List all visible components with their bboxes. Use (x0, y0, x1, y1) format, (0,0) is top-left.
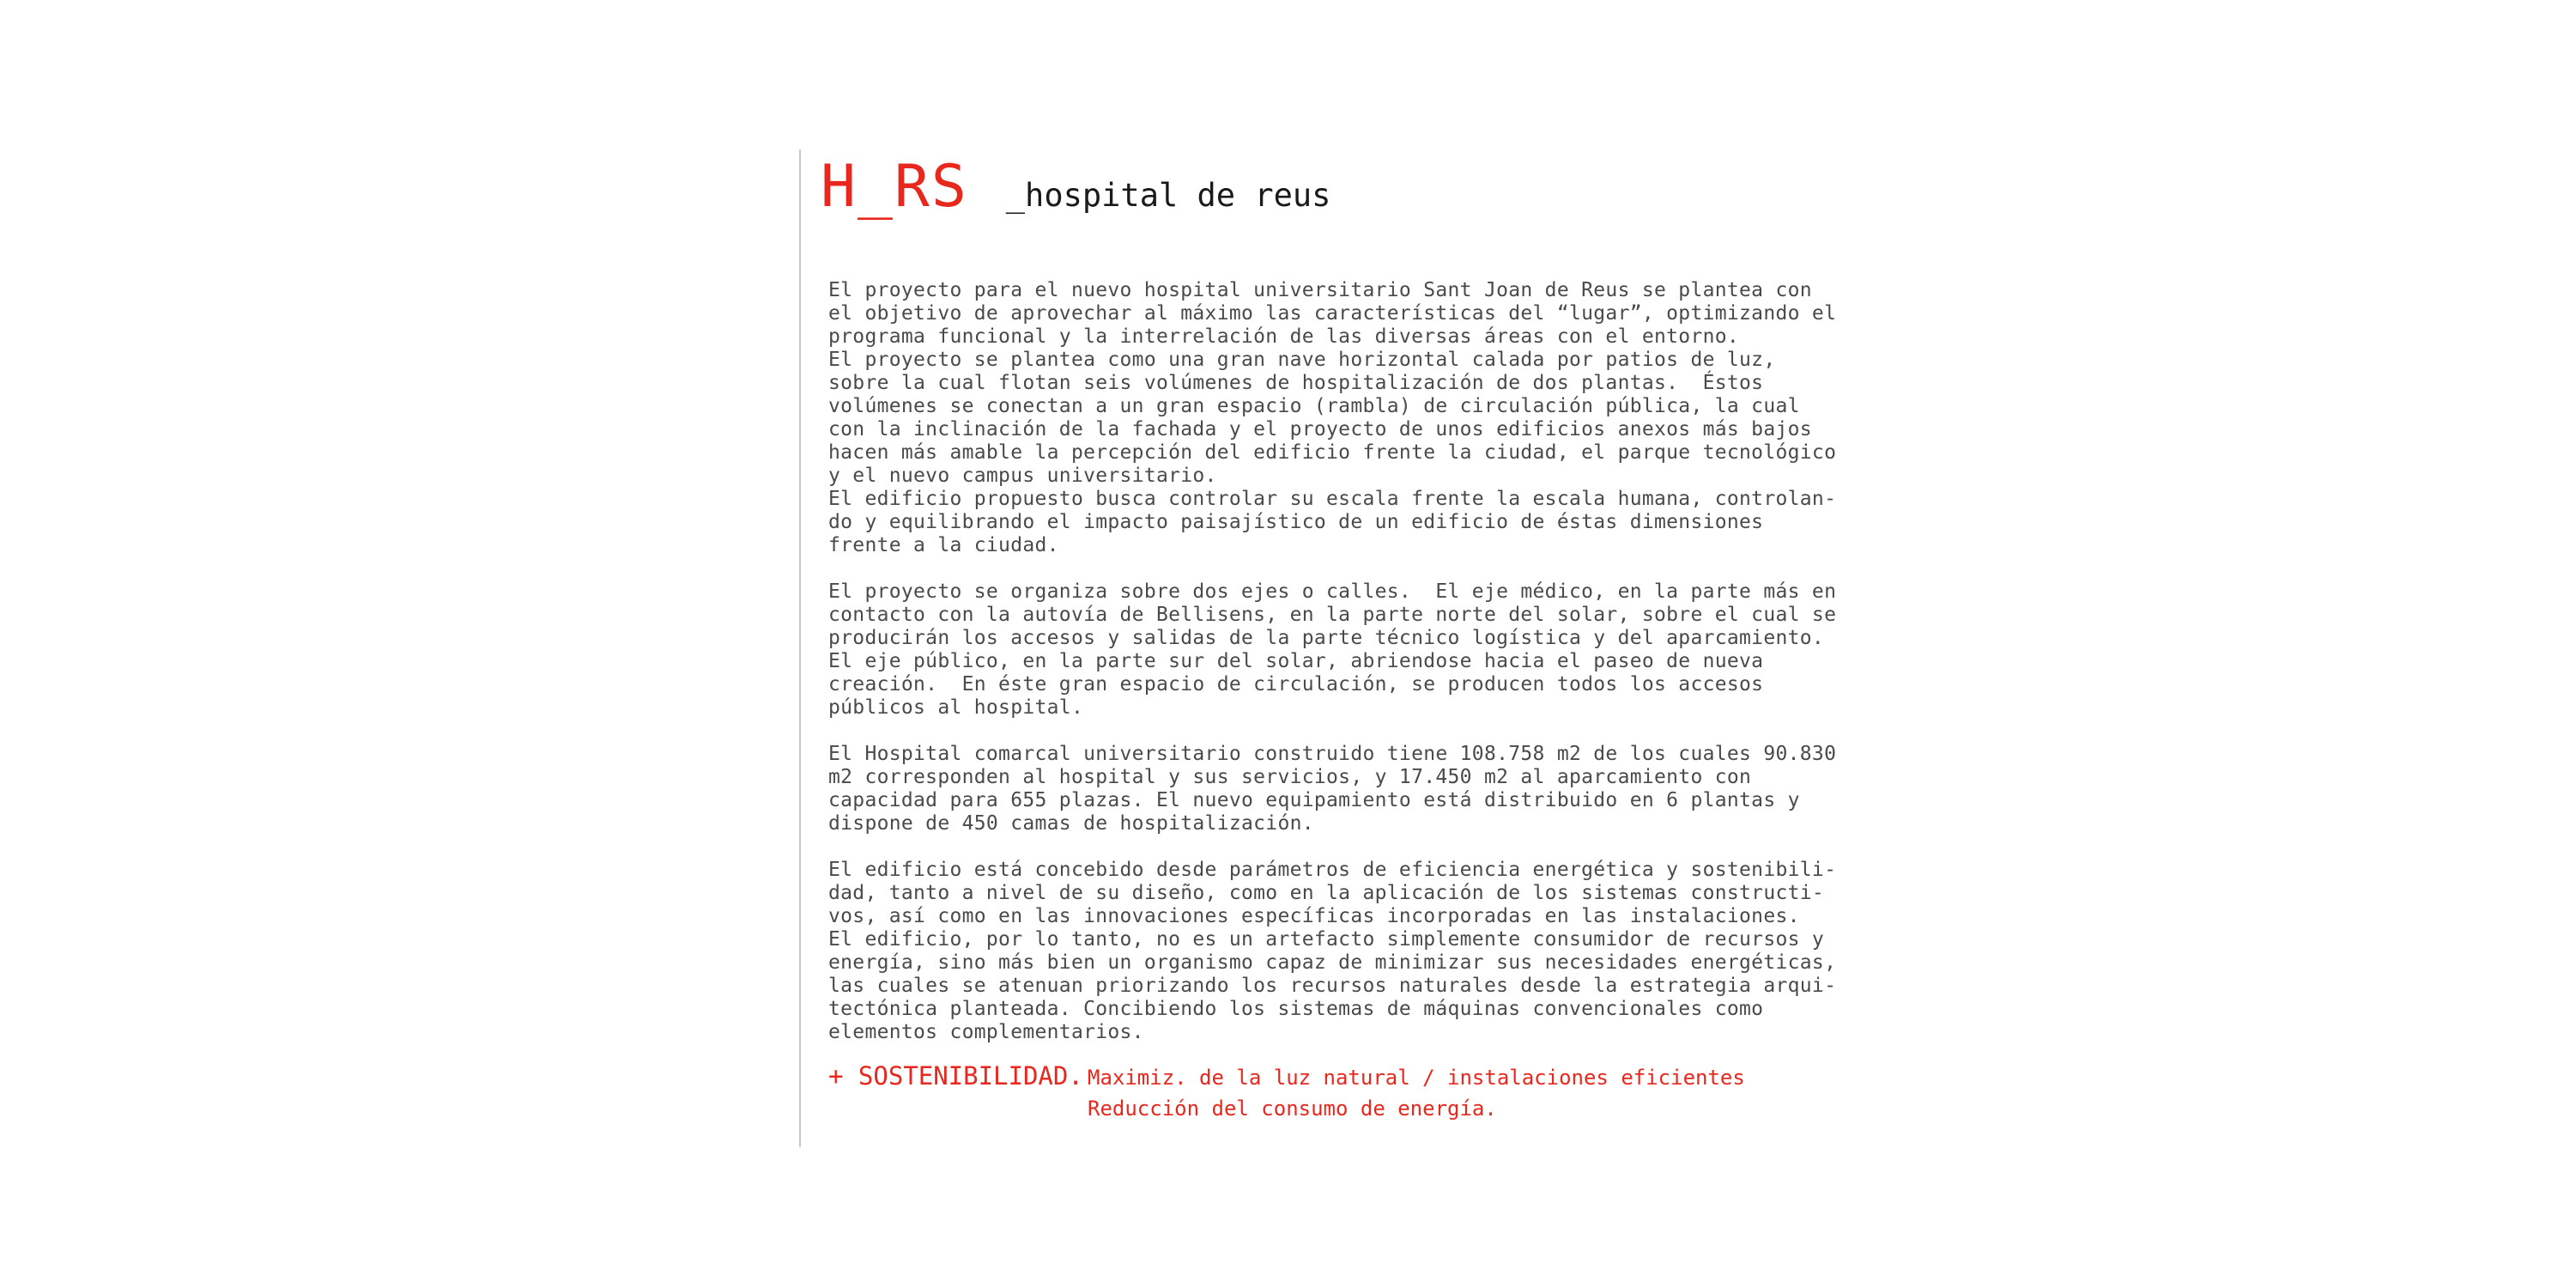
body-text (828, 279, 1837, 1067)
paragraph-line: tectónica planteada. Concibiendo los sistemas de máquinas convencionales como (828, 998, 1764, 1020)
paragraph-line: el objetivo de aprovechar al máximo las características del “lugar”, optimizando el (828, 302, 1837, 325)
paragraph-line: El Hospital comarcal universitario construido tiene 108.758 m2 de los cuales 90.830 (828, 743, 1837, 765)
paragraph-line: dad, tanto a nivel de su diseño, como en la aplicación de los sistemas constructi- (828, 882, 1825, 904)
paragraph-line: creación. En éste gran espacio de circulación, se producen todos los accesos (828, 673, 1764, 696)
paragraph-line: capacidad para 655 plazas. El nuevo equipamiento está distribuido en 6 plantas y (828, 789, 1800, 811)
paragraph-line: El proyecto para el nuevo hospital universitario Sant Joan de Reus se plantea con (828, 279, 1812, 301)
vertical-rule (799, 149, 801, 1147)
sustainability-line-2: Reducción del consumo de energía. (1088, 1097, 1497, 1121)
paragraph-line: vos, así como en las innovaciones específicas incorporadas en las instalaciones. (828, 905, 1800, 927)
paragraph-line: do y equilibrando el impacto paisajístico de un edificio de éstas dimensiones (828, 511, 1764, 533)
paragraph-line: producirán los accesos y salidas de la parte técnico logística y del aparcamiento. (828, 627, 1825, 649)
paragraph-line: energía, sino más bien un organismo capaz de minimizar sus necesidades energéticas, (828, 951, 1837, 974)
paragraph-line: El proyecto se plantea como una gran nave horizontal calada por patios de luz, (828, 349, 1776, 371)
project-title: _hospital de reus (1005, 177, 1331, 214)
paragraph-line: El edificio, por lo tanto, no es un artefacto simplemente consumidor de recursos y (828, 928, 1825, 951)
sustainability-heading: + SOSTENIBILIDAD. (828, 1061, 1083, 1091)
sustainability-note (828, 1061, 1745, 1124)
project-code: H_RS (821, 153, 968, 221)
page-header (821, 153, 1330, 222)
paragraph-line: El edificio propuesto busca controlar su escala frente la escala humana, controlan- (828, 488, 1837, 510)
paragraph (828, 859, 1837, 1044)
paragraph-line: El edificio está concebido desde parámetros de eficiencia energética y sostenibili- (828, 859, 1837, 881)
paragraph (828, 743, 1837, 835)
paragraph-line: programa funcional y la interrelación de las diversas áreas con el entorno. (828, 325, 1740, 348)
paragraph-line: con la inclinación de la fachada y el proyecto de unos edificios anexos más bajos (828, 418, 1812, 440)
paragraph-line: frente a la ciudad. (828, 534, 1059, 556)
paragraph-line: volúmenes se conectan a un gran espacio (rambla) de circulación pública, la cual (828, 395, 1800, 417)
paragraph-line: las cuales se atenuan priorizando los recursos naturales desde la estrategia arqui- (828, 975, 1837, 997)
paragraph-line: y el nuevo campus universitario. (828, 465, 1217, 487)
paragraph-line: elementos complementarios. (828, 1021, 1144, 1043)
paragraph-line: dispone de 450 camas de hospitalización. (828, 812, 1314, 835)
paragraph-line: hacen más amable la percepción del edificio frente la ciudad, el parque tecnológico (828, 441, 1837, 464)
paragraph-line: m2 corresponden al hospital y sus servicios, y 17.450 m2 al aparcamiento con (828, 766, 1752, 788)
paragraph (828, 580, 1837, 720)
paragraph-line: contacto con la autovía de Bellisens, en la parte norte del solar, sobre el cual se (828, 604, 1837, 626)
paragraph-line: públicos al hospital. (828, 696, 1084, 719)
paragraph (828, 279, 1837, 557)
paragraph-line: sobre la cual flotan seis volúmenes de hospitalización de dos plantas. Éstos (828, 372, 1764, 394)
paragraph-line: El proyecto se organiza sobre dos ejes o calles. El eje médico, en la parte más en (828, 580, 1837, 603)
paragraph-line: El eje público, en la parte sur del solar, abriendose hacia el paseo de nueva (828, 650, 1764, 672)
sustainability-line-1: Maximiz. de la luz natural / instalaciones eficientes (1088, 1066, 1745, 1090)
